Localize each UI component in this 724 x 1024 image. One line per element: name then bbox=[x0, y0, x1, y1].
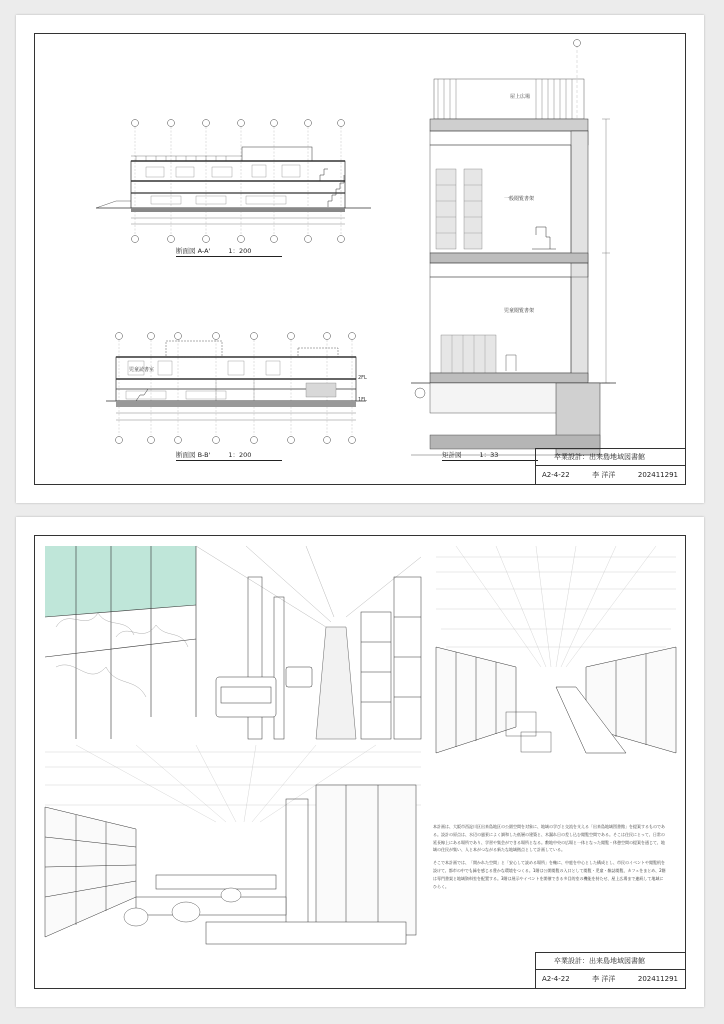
detail-title: 矩計図 bbox=[442, 451, 462, 459]
project-description bbox=[433, 823, 666, 895]
description-paragraph-1: 本計画は、大阪市西淀川区出来島地区の公園空間を対象に、地域の学びと交流を支える「出来島地域図書館」を提案するものである。設計の原点は、水辺の風景によく調和した低層の建築と、木漏れ日の差し込む閲覧空間である。そこは住民にとって、日常の延長線上にある場所であり、学習や集会ができる場所となる。敷地中央の広場と一体となった閲覧・休憩空間の提案を通じて、地域の住民が集い、人と本がつながる新たな地域拠点として計画している。 bbox=[433, 824, 665, 853]
detail-scale: 1：33 bbox=[479, 451, 499, 459]
description-paragraph-2: そこで本計画では、「開かれた空間」と「安心して読める場所」を軸に、中庭を中心とした構成とし、市民のイベントや閲覧机を設けて、都市の中でも緑を感じる豊かな環境をつくる。1階は公開閲覧の入口として閲覧・児童・雑誌閲覧、カフェをまとめ、2階は専門書架と地域資料室を配置する。3階は展示やイベントを開催できる多目的室の機能を持たせ、屋上広場まで連続して地域にひらく。 bbox=[433, 860, 666, 889]
title-block-student-id: 202411291 bbox=[637, 471, 678, 479]
title-block bbox=[535, 952, 686, 989]
title-block-author: 李 洋洋 bbox=[592, 471, 616, 479]
children-reading-label: 児童読書室 bbox=[129, 367, 155, 373]
floor-2fl-label: 2FL bbox=[358, 375, 367, 381]
childrens-stacks-label: 児童閲覧書架 bbox=[504, 308, 535, 314]
perspective-reading-room bbox=[45, 546, 421, 739]
sheet-sections bbox=[16, 15, 704, 503]
section-aa-drawing bbox=[96, 120, 371, 243]
title-block-sheet-no: A2-4-22 bbox=[542, 471, 570, 479]
section-aa-scale: 1：200 bbox=[228, 247, 252, 255]
title-block-student-id: 202411291 bbox=[637, 975, 678, 983]
perspectives-canvas bbox=[16, 517, 704, 1007]
section-bb-caption bbox=[176, 450, 282, 461]
section-bb-scale: 1：200 bbox=[228, 451, 252, 459]
section-bb-drawing bbox=[106, 333, 366, 444]
floor-1fl-label: 1FL bbox=[358, 397, 367, 403]
section-aa-caption bbox=[176, 246, 282, 257]
title-block-sheet-no: A2-4-22 bbox=[542, 975, 570, 983]
section-bb-title: 断面図 B-B' bbox=[176, 451, 211, 459]
sheet-perspectives bbox=[16, 517, 704, 1007]
detail-section-drawing bbox=[411, 40, 616, 456]
drawings-canvas bbox=[16, 15, 704, 503]
title-block-author: 李 洋洋 bbox=[592, 975, 616, 983]
detail-caption bbox=[442, 450, 538, 461]
roof-plaza-label: 屋上広場 bbox=[510, 94, 531, 100]
title-block bbox=[535, 448, 686, 485]
title-block-project: 卒業設計：出来島地域図書館 bbox=[536, 449, 686, 466]
section-aa-title: 断面図 A-A' bbox=[176, 247, 211, 255]
title-block-project: 卒業設計：出来島地域図書館 bbox=[536, 953, 686, 970]
perspective-desks bbox=[45, 745, 421, 944]
perspective-study-hall bbox=[436, 546, 676, 753]
general-stacks-label: 一般閲覧書架 bbox=[504, 196, 535, 202]
